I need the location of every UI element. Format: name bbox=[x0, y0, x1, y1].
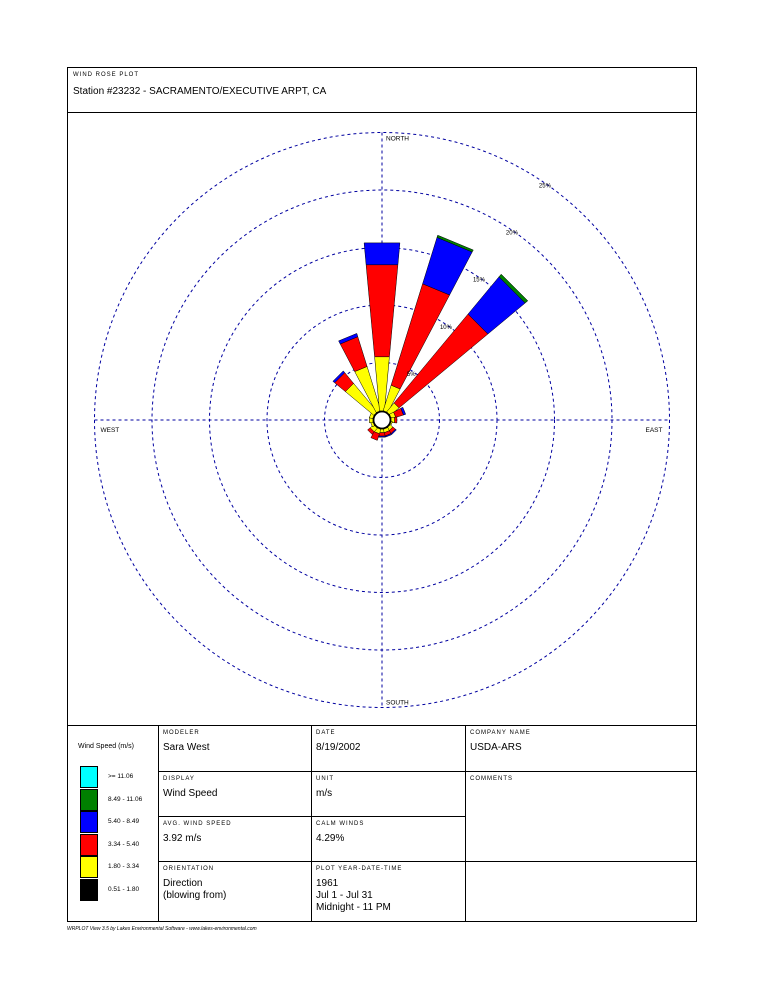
unit-cell bbox=[311, 771, 465, 816]
date-cell bbox=[311, 725, 465, 771]
avg-speed-value: 3.92 m/s bbox=[163, 833, 202, 844]
avg-speed-cell bbox=[158, 816, 311, 861]
blank-cell bbox=[465, 861, 696, 922]
calm-winds-value: 4.29% bbox=[316, 833, 345, 844]
unit-caption: UNIT bbox=[316, 776, 334, 782]
legend-swatch bbox=[80, 811, 98, 833]
ring-label: 20% bbox=[505, 230, 518, 237]
display-cell bbox=[158, 771, 311, 816]
legend-item bbox=[80, 834, 160, 856]
orientation-value: Direction (blowing from) bbox=[163, 878, 227, 901]
legend-label: 3.34 - 5.40 bbox=[108, 840, 140, 848]
modeler-cell bbox=[158, 725, 311, 771]
date-value: 8/19/2002 bbox=[316, 742, 361, 753]
legend-swatch bbox=[80, 789, 98, 811]
ring-label: 10% bbox=[439, 324, 452, 331]
calm-winds-cell bbox=[311, 816, 465, 861]
calm-circle bbox=[374, 412, 390, 428]
legend-label: >= 11.06 bbox=[108, 773, 134, 780]
modeler-value: Sara West bbox=[163, 742, 210, 753]
legend-swatch bbox=[80, 766, 98, 788]
legend-label: 8.49 - 11.06 bbox=[108, 795, 143, 803]
orientation-caption: ORIENTATION bbox=[163, 866, 215, 872]
plot-time-cell bbox=[311, 861, 465, 922]
rose-petals bbox=[333, 235, 528, 440]
comments-cell bbox=[465, 771, 696, 861]
ring-label: 15% bbox=[472, 277, 485, 284]
legend-item bbox=[80, 811, 160, 833]
legend-item bbox=[80, 766, 160, 788]
axis-label-east: EAST bbox=[645, 427, 663, 434]
legend-label: 5.40 - 8.49 bbox=[108, 818, 140, 825]
company-cell bbox=[465, 725, 696, 771]
wind-rose-chart bbox=[68, 112, 696, 724]
comments-caption: COMMENTS bbox=[470, 776, 513, 782]
axis-label-south: SOUTH bbox=[386, 699, 409, 707]
legend-label: 0.51 - 1.80 bbox=[108, 885, 140, 893]
petal-S-bin-2 bbox=[366, 265, 398, 357]
ring-label: 5% bbox=[406, 371, 416, 378]
legend-item bbox=[80, 856, 160, 878]
display-caption: DISPLAY bbox=[163, 776, 195, 782]
plot-time-caption: PLOT YEAR-DATE-TIME bbox=[316, 866, 403, 872]
legend-item bbox=[80, 789, 160, 811]
display-value: Wind Speed bbox=[163, 788, 218, 799]
plot-header bbox=[68, 68, 696, 113]
info-table bbox=[68, 725, 696, 922]
plot-caption: WIND ROSE PLOT bbox=[73, 72, 140, 78]
report-frame bbox=[67, 67, 697, 922]
ring-label: 25% bbox=[538, 183, 551, 190]
axis-label-north: NORTH bbox=[386, 135, 409, 143]
axis-label-west: WEST bbox=[100, 427, 120, 434]
petal-N-bin-3 bbox=[379, 436, 385, 437]
company-value: USDA-ARS bbox=[470, 742, 522, 753]
legend-label: 1.80 - 3.34 bbox=[108, 863, 140, 870]
petal-W-bin-2 bbox=[395, 417, 397, 423]
avg-speed-caption: AVG. WIND SPEED bbox=[163, 821, 232, 827]
company-caption: COMPANY NAME bbox=[470, 730, 531, 736]
legend-title: Wind Speed (m/s) bbox=[78, 743, 135, 750]
unit-value: m/s bbox=[316, 788, 333, 799]
station-title: Station #23232 - SACRAMENTO/EXECUTIVE ARPT, CA bbox=[73, 86, 327, 97]
modeler-caption: MODELER bbox=[163, 730, 200, 736]
legend-swatch bbox=[80, 856, 98, 878]
petal-S-bin-3 bbox=[364, 243, 400, 265]
petal-SSW-bin-3 bbox=[423, 237, 473, 295]
calm-winds-caption: CALM WINDS bbox=[316, 821, 365, 827]
footer-credit: WRPLOT View 3.5 by Lakes Environmental Software - www.lakes-environmental.com bbox=[67, 926, 257, 932]
date-caption: DATE bbox=[316, 730, 336, 736]
legend-swatch bbox=[80, 879, 98, 901]
legend-swatch bbox=[80, 834, 98, 856]
plot-time-value: 1961 Jul 1 - Jul 31 Midnight - 11 PM bbox=[316, 878, 391, 913]
legend-item bbox=[80, 879, 160, 901]
orientation-cell bbox=[158, 861, 311, 922]
